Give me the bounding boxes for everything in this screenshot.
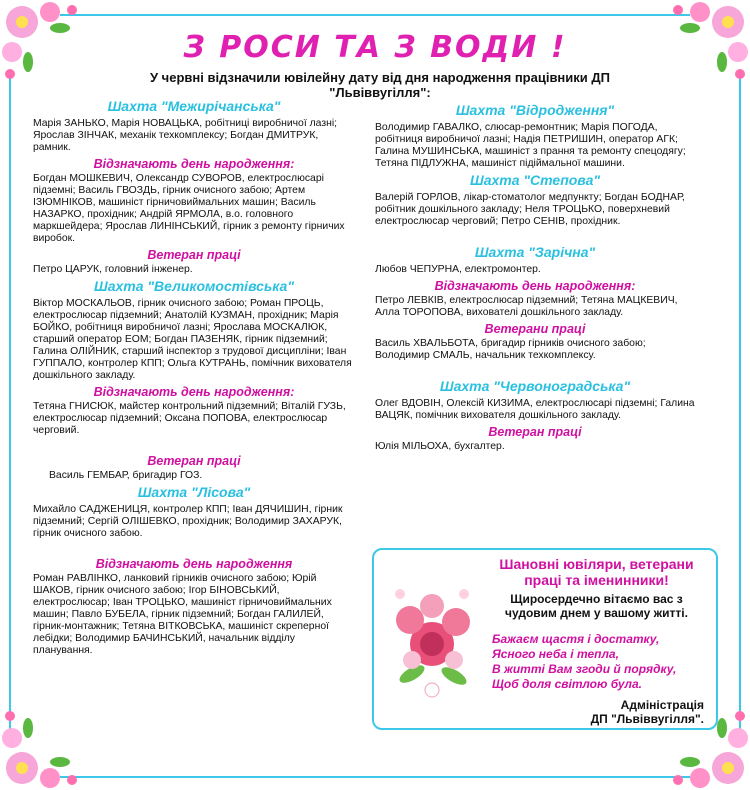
border-left-line: [9, 70, 11, 730]
signature-line: ДП "Львіввугілля".: [590, 712, 704, 726]
border-right-line: [739, 70, 741, 730]
section-subheading: Ветеран праці: [147, 454, 241, 468]
greeting-wish: [492, 632, 712, 692]
border-top-line: [60, 14, 690, 16]
paragraph: Олег ВДОВІН, Олексій КИЗИМА, електрослюсарі підземні; Галина ВАЦЯК, помічник вихователя дошкільного закладу.: [375, 398, 695, 421]
intro-text: У червні відзначили ювілейну дату від дня народження працівники ДП "Львіввугілля":: [149, 70, 610, 100]
wish-line: Щоб доля світлою була.: [492, 677, 642, 691]
paragraph: Віктор МОСКАЛЬОВ, гірник очисного забою; Роман ПРОЦЬ, електрослюсар підземний; Анатолій КУЗМАН, прохідник; Марія БОЙКО, робітниця виробничої лазні; Ярослава МОСКАЛЮК, старший оператор ЕОМ; Богдан ПАЗЕНЯК, гірник підземний; Галина ОЛІЙНИК, старший інспектор з трудової дисципліни; Іван ГУППАЛО, контролер КПП; Ольга КУТРАНЬ, помічник вихователя дошкільного закладу.: [33, 298, 352, 381]
bouquet-icon: [382, 564, 482, 719]
section-subheading: Відзначають день народження:: [93, 385, 295, 399]
section-subheading: Відзначають день народження: [95, 557, 293, 571]
paragraph: Юлія МІЛЬОХА, бухгалтер.: [375, 441, 505, 452]
greeting-title: Шановні ювіляри, ветерани праці та іменинники!: [499, 556, 694, 588]
section-subheading: Ветерани праці: [484, 322, 586, 336]
paragraph: Василь ХВАЛЬБОТА, бригадир гірників очисного забою; Володимир СМАЛЬ, начальник техкомплексу.: [375, 338, 646, 361]
wish-line: Бажаєм щастя і достатку,: [492, 632, 660, 646]
mine-heading: Шахта "Червоноградська": [439, 378, 631, 394]
section-subheading: Ветеран праці: [488, 425, 582, 439]
mine-heading: Шахта "Степова": [470, 172, 600, 188]
right-column: [375, 100, 695, 457]
mine-heading: Шахта "Відродження": [455, 102, 615, 118]
border-bottom-line: [60, 776, 690, 778]
greeting-text: Щиросердечно вітаємо вас з чудовим днем у вашому житті.: [505, 592, 688, 620]
mine-heading: Шахта "Лісова": [137, 484, 251, 500]
mine-heading: Шахта "Зарічна": [474, 244, 596, 260]
flower-corner-icon: [0, 700, 90, 790]
page-title: З РОСИ ТА З ВОДИ !: [183, 30, 567, 65]
paragraph: Богдан МОШКЕВИЧ, Олександр СУВОРОВ, електрослюсарі підземні; Василь ГВОЗДЬ, гірник очисного забою; Артем ІЗЮМНІКОВ, машиніст гірничовиймальних машин; Василь НАЗАРКО, прохідник; Андрій ЯРМОЛА, в.о. головного маркшейдера; Ярослав ЛИНІНСЬКИЙ, гірник з ремонту гірничих виробок.: [33, 173, 345, 244]
mine-heading: Шахта "Межирічанська": [107, 98, 281, 114]
paragraph: Василь ГЕМБАР, бригадир ГОЗ.: [49, 470, 203, 481]
paragraph: Валерій ГОРЛОВ, лікар-стоматолог медпункту; Богдан БОДНАР, робітник дошкільного закладу; Неля ТРОЦЬКО, поверхневий електрослюсар черговий; Петро СЕНІВ, прохідник.: [375, 192, 685, 227]
section-subheading: Ветеран праці: [147, 248, 241, 262]
wish-line: В житті Вам згоди й порядку,: [492, 662, 677, 676]
greeting-box: [372, 548, 718, 730]
left-column: [33, 96, 355, 661]
wish-line: Ясного неба і тепла,: [492, 647, 619, 661]
section-subheading: Відзначають день народження:: [434, 279, 636, 293]
mine-heading: Шахта "Великомостівська": [94, 278, 294, 294]
signature-line: Адміністрація: [620, 698, 704, 712]
paragraph: Володимир ГАВАЛКО, слюсар-ремонтник; Марія ПОГОДА, робітниця виробничої лазні; Надія ПЕТРИШИН, оператор АГК; Галина МУШИНСЬКА, машиніст з прання та ремонту спецодягу; Тетяна ПІДЛУЖНА, машиніст підіймальної машини.: [375, 122, 686, 169]
paragraph: Тетяна ГНИСЮК, майстер контрольний підземний; Віталій ГУЗЬ, електрослюсар підземний; Оксана ПОПОВА, електрослюсар черговий.: [33, 401, 346, 436]
paragraph: Петро ЛЕВКІВ, електрослюсар підземний; Тетяна МАЦКЕВИЧ, Алла ТОРОПОВА, вихователі дошкільного закладу.: [375, 295, 678, 318]
paragraph: Петро ЦАРУК, головний інженер.: [33, 264, 193, 275]
paragraph: Роман РАВЛІНКО, ланковий гірників очисного забою; Юрій ШАКОВ, гірник очисного забою; Ігор БІНОВСЬКИЙ, електрослюсар; Іван ТРОЦЬКО, машиніст гірничовиймальних машин; Павло БУБЕЛА, гірник підземний; Богдан ГАЛИЛЕЙ, гірник-монтажник; Тетяна ВІТКОВСЬКА, машиніст скреперної лебідки; Володимир БАЧИНСЬКИЙ, начальник відділу планування.: [33, 573, 332, 656]
paragraph: Марія ЗАНЬКО, Марія НОВАЦЬКА, робітниці виробничої лазні; Ярослав ЗІНЧАК, механік техкомплексу; Богдан ДМИТРУК, рамник.: [33, 118, 338, 153]
paragraph: Михайло САДЖЕНИЦЯ, контролер КПП; Іван ДЯЧИШИН, гірник підземний; Сергій ОЛІШЕВКО, прохідник; Володимир ЗАХАРУК, гірник очисного забою.: [33, 504, 343, 539]
section-subheading: Відзначають день народження:: [93, 157, 295, 171]
greeting-signature: [524, 698, 704, 726]
paragraph: Любов ЧЕПУРНА, електромонтер.: [375, 264, 541, 275]
